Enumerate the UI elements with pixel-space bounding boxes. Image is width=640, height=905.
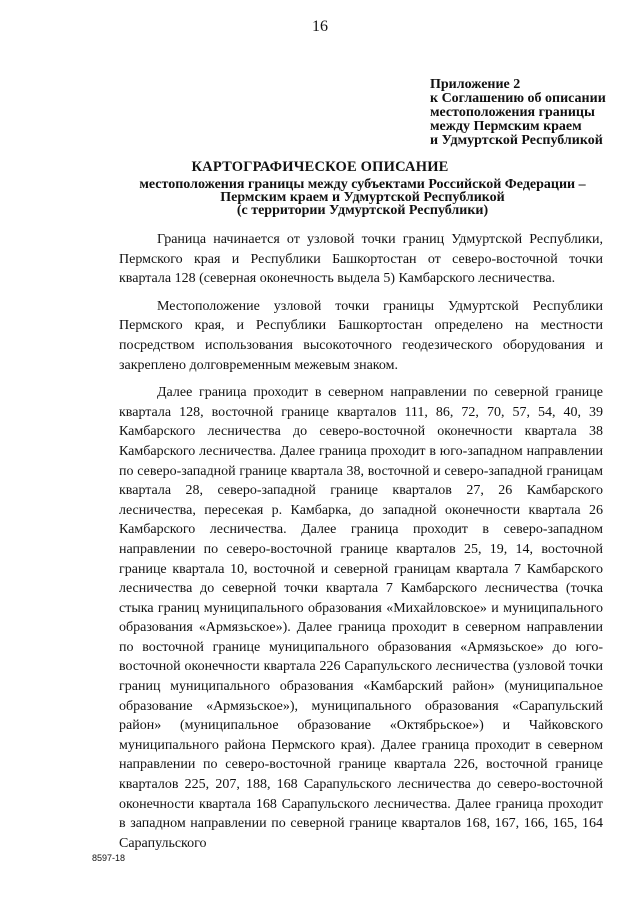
subtitle-line: местоположения границы между субъектами Российской Федерации – — [139, 177, 586, 192]
appendix-line: между Пермским краем — [430, 119, 582, 134]
body-paragraph: Местоположение узловой точки границы Удмуртской Республики Пермского края, и Республики Башкортостан определено на местности посредством использования высокоточного геодезического оборудования и закреплено долговременным межевым знаком. — [119, 298, 603, 373]
document-body — [119, 230, 603, 861]
appendix-reference — [430, 78, 630, 148]
body-paragraph: Далее граница проходит в северном направлении по северной границе квартала 128, восточной границе кварталов 111, 86, 72, 70, 57, 54, 40, 39 Камбарского лесничества до северо-восточной оконечности квартала 38 Камбарского лесничества. Далее граница проходит в юго-западном направлении по северо-западной границе квартала 38, восточной и северо-западной границам квартала 28, северо-западной границе кварталов 27, 26 Камбарского лесничества, пересекая р. Камбарка, до западной оконечности квартала 26 Камбарского лесничества. Далее граница проходит в северо-западном направлении по северо-восточной границе кварталов 25, 19, 14, восточной границе квартала 10, восточной и северной границам квартала 7 Камбарского лесничества до северной точки квартала 7 Камбарского лесничества (точка стыка границ муниципального образования «Михайловское» и муниципального образования «Армязьское»). Далее граница проходит в северном направлении по восточной границе муниципального образования «Армязьское» до юго-восточной оконечности квартала 226 Сарапульского лесничества (узловой точки границ муниципального образования «Камбарский район» (муниципальное образование «Армязьское»), муниципального образования «Сарапульский район» (муниципальное образование «Октябрьское») и Чайковского муниципального района Пермского края). Далее граница проходит в северном направлении по северо-восточной границе квартала 226, восточной границе кварталов 225, 207, 188, 168 Сарапульского лесничества до северо-восточной оконечности квартала 168 Сарапульского лесничества. Далее граница проходит в западном направлении по северной границе кварталов 168, 167, 166, 165, 164 Сарапульского — [119, 385, 603, 851]
document-code: 8597-18 — [92, 853, 126, 863]
appendix-line: и Удмуртской Республикой — [430, 133, 603, 148]
subtitle-line: Пермским краем и Удмуртской Республикой — [220, 190, 505, 205]
document-title: КАРТОГРАФИЧЕСКОЕ ОПИСАНИЕ — [191, 159, 449, 175]
document-subtitle — [120, 178, 605, 217]
body-paragraph: Граница начинается от узловой точки границ Удмуртской Республики, Пермского края и Республики Башкортостан от северо-восточной точки квартала 128 (северная оконечность выдела 5) Камбарского лесничества. — [119, 232, 603, 287]
appendix-line: местоположения границы — [430, 105, 595, 120]
page-number: 16 — [312, 18, 328, 35]
subtitle-line: (с территории Удмуртской Республики) — [236, 203, 489, 218]
appendix-line: к Соглашению об описании — [430, 91, 606, 106]
appendix-line: Приложение 2 — [430, 77, 521, 92]
